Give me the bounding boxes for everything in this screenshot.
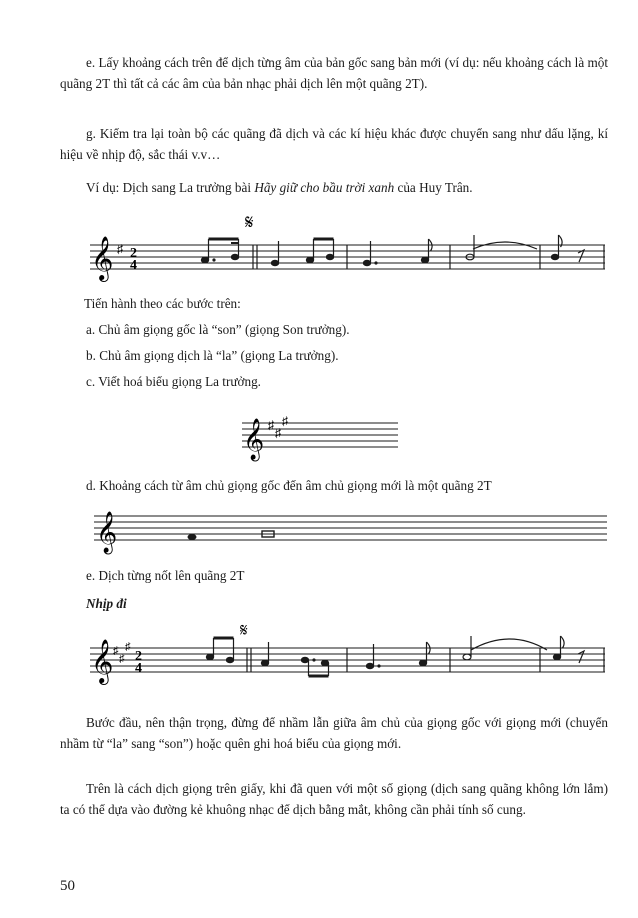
- sharp-f-icon: ♯: [113, 645, 119, 657]
- time-signature-bottom: 4: [135, 661, 142, 676]
- tempo-marking: Nhịp đi: [86, 596, 127, 611]
- step-a: a. Chủ âm giọng gốc là “son” (giọng Son trưởng).: [86, 322, 350, 337]
- step-d: d. Khoảng cách từ âm chủ giọng gốc đến âm chủ giọng mới là một quãng 2T: [86, 478, 492, 493]
- staff-interval: [92, 502, 612, 558]
- song-title: Hãy giữ cho bầu trời xanh: [254, 180, 395, 195]
- segno-icon: 𝄋: [245, 212, 254, 234]
- step-b: b. Chủ âm giọng dịch là “la” (giọng La trưởng).: [86, 348, 339, 363]
- treble-clef-icon: 𝄞: [91, 639, 114, 683]
- time-signature-bottom: 4: [130, 258, 137, 273]
- staff-key-signature: [240, 405, 400, 467]
- step-e: e. Dịch từng nốt lên quãng 2T: [86, 568, 245, 583]
- example-line: [86, 178, 473, 198]
- example-suffix: của Huy Trân.: [394, 180, 473, 195]
- paragraph-visual-transposition: Trên là cách dịch giọng trên giấy, khi đã quen với một số giọng (dịch sang quãng không lớn lắm) ta có thể dựa vào đường kẻ khuông nhạc để dịch bằng mắt, không cần phải tính số cung.: [60, 781, 608, 817]
- sharp-c-icon: ♯: [119, 653, 125, 665]
- sharp-c-icon: ♯: [275, 426, 281, 440]
- staff-transposed-melody: [85, 618, 610, 688]
- treble-clef-icon: 𝄞: [96, 512, 118, 553]
- treble-clef-icon: 𝄞: [91, 236, 114, 280]
- example-prefix: Ví dụ: Dịch sang La trưởng bài: [86, 180, 255, 195]
- sharp-g-icon: ♯: [282, 414, 288, 428]
- paragraph-caution: Bước đầu, nên thận trọng, đừng để nhầm lẫn giữa âm chủ của giọng gốc với giọng mới (chuyển nhầm từ “la” sang “son”) hoặc quên ghi hoá biểu của giọng mới.: [60, 715, 608, 751]
- time-signature-top: 2: [135, 649, 142, 664]
- paragraph-step-g: g. Kiểm tra lại toàn bộ các quãng đã dịch và các kí hiệu khác được chuyển sang như dấu lặng, kí hiệu về nhịp độ, sắc thái v.v…: [60, 126, 608, 162]
- sharp-icon: ♯: [117, 242, 123, 256]
- staff-original-melody: [85, 205, 610, 285]
- steps-intro: Tiến hành theo các bước trên:: [84, 296, 241, 311]
- page-number: 50: [60, 878, 75, 894]
- step-c: c. Viết hoá biểu giọng La trưởng.: [86, 374, 261, 389]
- sharp-f-icon: ♯: [268, 418, 274, 432]
- time-signature-top: 2: [130, 246, 137, 261]
- paragraph-step-e: e. Lấy khoảng cách trên để dịch từng âm của bản gốc sang bản mới (ví dụ: nếu khoảng cách là một quãng 2T thì tất cả các âm của bản nhạc phải dịch lên một quãng 2T).: [60, 55, 608, 91]
- sharp-g-icon: ♯: [125, 641, 131, 653]
- segno-icon: 𝄋: [240, 620, 248, 640]
- treble-clef-icon: 𝄞: [243, 419, 265, 460]
